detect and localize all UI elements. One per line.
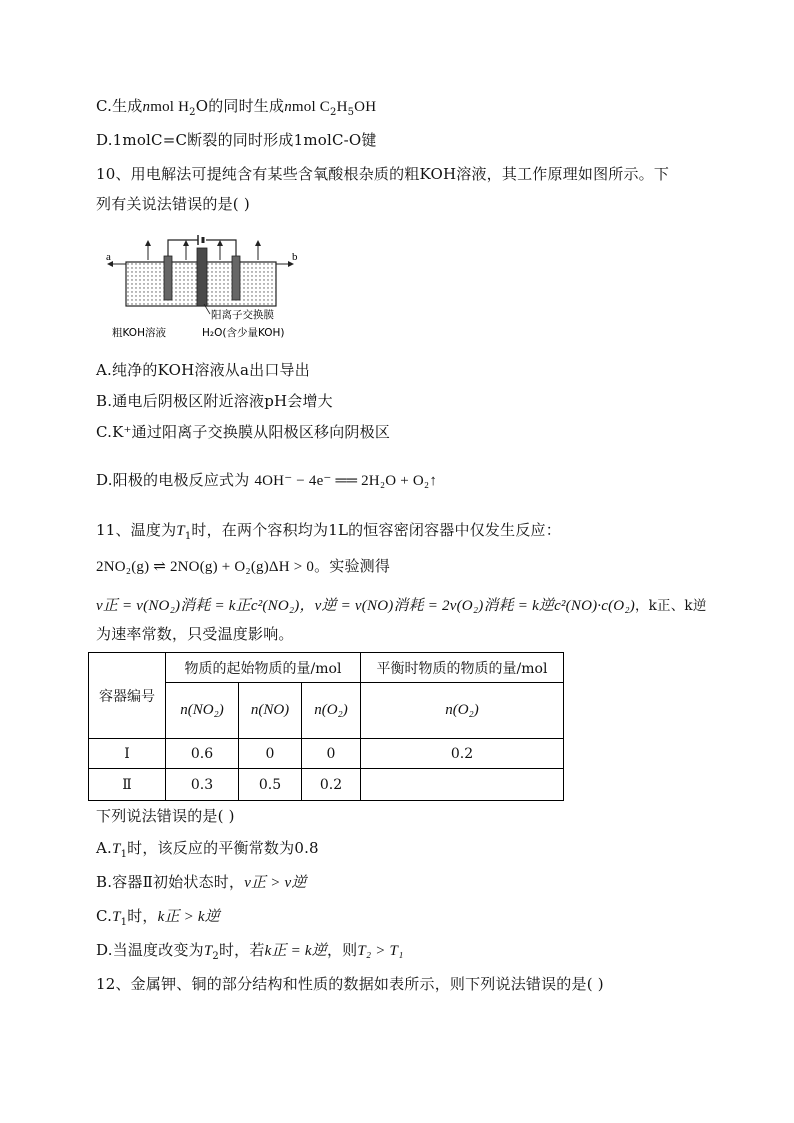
table-row [89, 769, 564, 801]
q11-option-c-eq: k正 > k逆 [157, 909, 220, 925]
q11-line1-b: 时，在两个容积均为1L的恒容密闭容器中仅发生反应： [191, 521, 561, 539]
q11-line2-tail: 。实验测得 [314, 557, 391, 575]
cell-value: 0 [239, 739, 302, 769]
q11-option-b [96, 872, 307, 893]
left-solution-label: 粗KOH溶液 [112, 327, 166, 339]
q11-option-a-post: 时，该反应的平衡常数为0.8 [127, 839, 319, 857]
q11-line3-tail: ，k正、k逆 [634, 598, 707, 614]
cell-value [361, 769, 564, 801]
option-c-text: C.生成 [96, 97, 143, 115]
q11-option-c-post: 时， [127, 907, 158, 925]
q11-option-d-eq: k正 = k逆 [264, 943, 327, 959]
q11-option-d-mid: 时，若 [218, 941, 265, 959]
q10-option-c: C.K⁺通过阳离子交换膜从阳极区移向阴极区 [96, 423, 391, 441]
q11-ask: 下列说法错误的是( ) [96, 807, 235, 825]
option-c-oh: OH [354, 99, 377, 115]
col-group-equilibrium: 平衡时物质的物质的量/mol [361, 653, 564, 683]
q11-line2 [96, 556, 390, 577]
q11-option-c-sub: 1 [120, 917, 128, 928]
q11-rate-equation: v正 = v(NO₂)消耗 = k正c²(NO₂)，v逆 = v(NO)消耗 = 2v(O₂)消耗 = k逆c²(NO)·c(O₂) [96, 598, 635, 614]
col-n-o2-equilibrium: n(O₂) [361, 683, 564, 739]
option-c-n2: n [284, 99, 292, 115]
q11-option-d-res: T₂ > T₁ [357, 943, 404, 959]
q11-line1 [96, 520, 561, 541]
option-c-mol-h: mol H [150, 99, 190, 115]
electrolysis-diagram [106, 226, 306, 344]
cell-value: 0.6 [166, 739, 239, 769]
table-row [89, 739, 564, 769]
q11-option-c-t: T [112, 909, 121, 925]
q10-stem-line1: 10、用电解法可提纯含有某些含氧酸根杂质的粗KOH溶液，其工作原理如图所示。下 [96, 165, 670, 183]
option-c-o: O的同时生成 [195, 97, 285, 115]
q11-option-d-tail: ，则 [326, 941, 358, 959]
q11-line3 [96, 596, 707, 616]
q11-option-a-sub: 1 [120, 849, 128, 860]
option-c-h: H [336, 99, 348, 115]
outlet-a-label: a [106, 251, 111, 263]
q11-option-a-pre: A. [96, 839, 113, 857]
q10-option-d [96, 470, 437, 491]
membrane-label: 阳离子交换膜 [211, 309, 274, 321]
col-container-id: 容器编号 [89, 653, 166, 739]
q10-option-b: B.通电后阴极区附近溶液pH会增大 [96, 392, 333, 410]
q10-option-a: A.纯净的KOH溶液从a出口导出 [96, 361, 310, 379]
option-c-mol-c: mol C [291, 99, 330, 115]
q11-option-c: $C.T_1$时，k正 > k逆 [96, 907, 220, 928]
q12-stem: 12、金属钾、铜的部分结构和性质的数据如表所示，则下列说法错误的是( ) [96, 975, 604, 993]
option-d-prev: D.1molC=C断裂的同时形成1molC-O键 [96, 131, 377, 149]
col-group-initial: 物质的起始物质的量/mol [166, 653, 361, 683]
q11-option-b-eq: v正 > v逆 [244, 875, 307, 891]
col-n-no: n(NO) [239, 683, 302, 739]
col-n-no2: n(NO₂) [166, 683, 239, 739]
right-solution-label: H₂O(含少量KOH) [202, 327, 285, 339]
row-id: Ⅱ [89, 769, 166, 801]
anode-equation: 4OH⁻ − 4e⁻ ══ 2H₂O + O₂↑ [254, 473, 438, 489]
option-c-sub5: 5 [347, 107, 355, 118]
outlet-b-label: b [292, 251, 298, 263]
cell-value: 0 [302, 739, 361, 769]
q11-data-table [88, 652, 564, 801]
cell-value: 0.3 [166, 769, 239, 801]
q11-option-b-pre: B.容器Ⅱ初始状态时， [96, 873, 245, 891]
q11-option-a [96, 838, 319, 859]
q11-line4: 为速率常数，只受温度影响。 [96, 625, 294, 643]
row-id: Ⅰ [89, 739, 166, 769]
cell-value: 0.2 [302, 769, 361, 801]
q11-t-sub: 1 [184, 531, 192, 542]
option-c-prev [96, 96, 376, 117]
q10-option-d-text: D.阳极的电极反应式为 [96, 471, 250, 489]
q11-option-a-t: T [112, 841, 121, 857]
col-n-o2-initial: n(O₂) [302, 683, 361, 739]
q11-line1-a: 11、温度为 [96, 521, 177, 539]
option-c-sub2b: 2 [330, 107, 337, 118]
q11-option-d-pre: D.当温度改变为 [96, 941, 204, 959]
cell-value: 0.2 [361, 739, 564, 769]
q10-stem-line2: 列有关说法错误的是( ) [96, 195, 250, 213]
q11-t: T [176, 523, 185, 539]
q11-option-d: D.当温度改变为$T_2$时，若k正 = k逆，则T₂ > T₁ [96, 941, 404, 962]
cell-value: 0.5 [239, 769, 302, 801]
option-c-n1: n [142, 99, 151, 115]
option-c-sub2a: 2 [189, 107, 196, 118]
q11-reaction-equation: 2NO₂(g) ⇌ 2NO(g) + O₂(g)ΔH > 0 [96, 559, 315, 575]
